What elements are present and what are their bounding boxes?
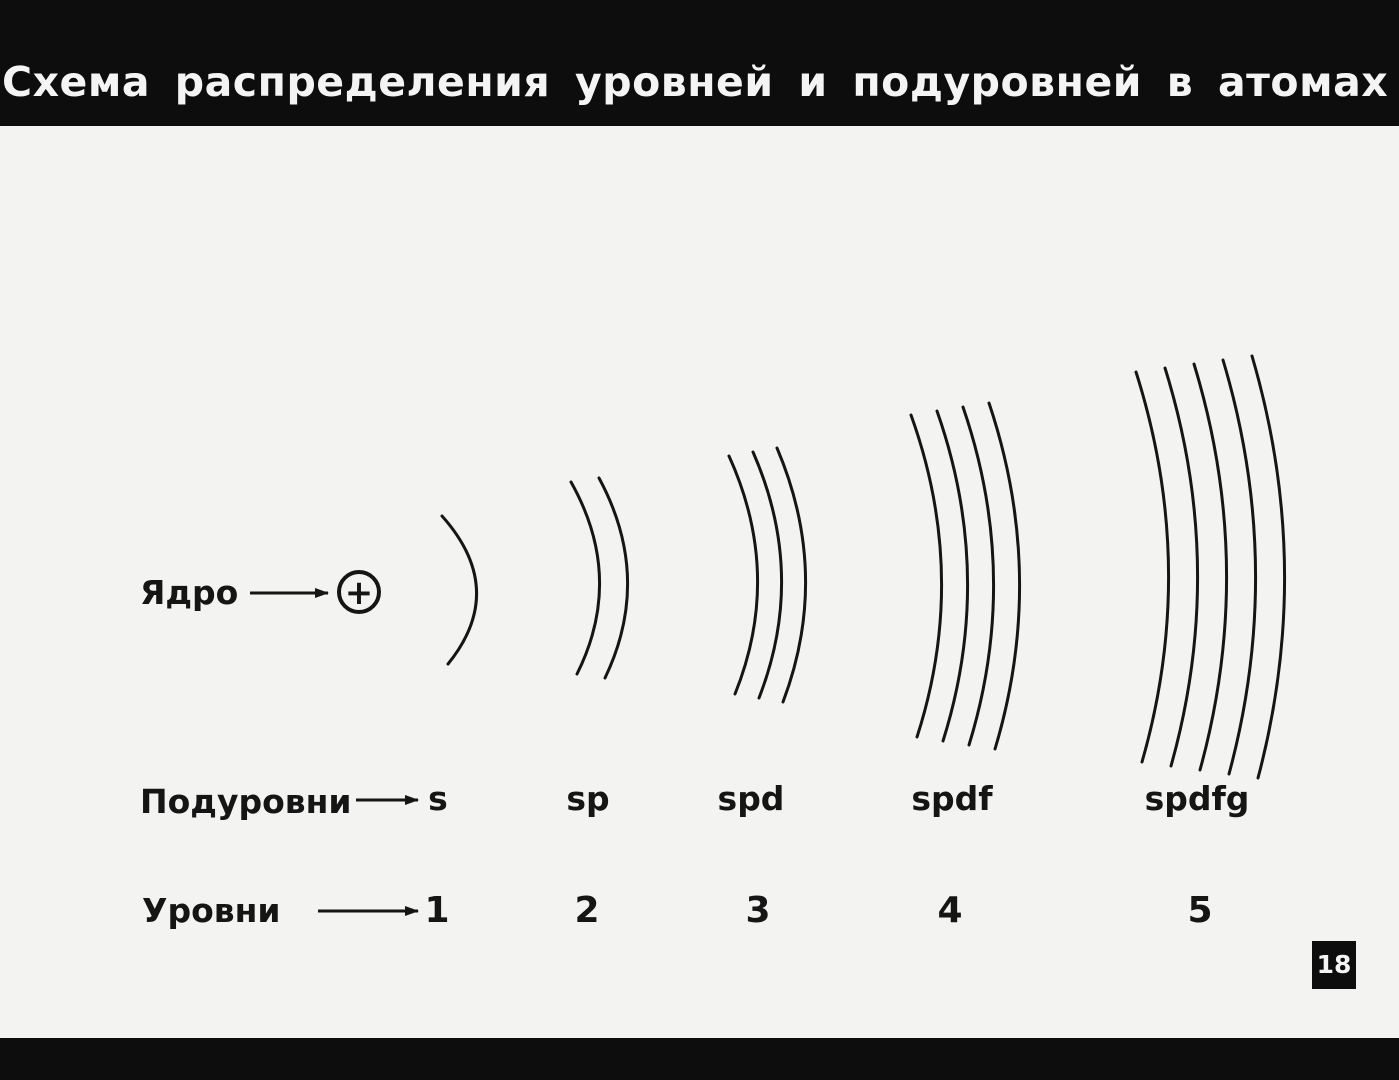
level-number-5: 5 <box>1187 890 1213 931</box>
page-number-badge: 18 <box>1312 941 1356 989</box>
level-labels <box>424 890 1212 931</box>
sublevel-label-3: spd <box>717 779 785 818</box>
level-number-2: 2 <box>574 890 600 931</box>
sublevel-labels <box>428 779 1249 818</box>
sublevel-label-5: spdfg <box>1144 779 1250 818</box>
shell-4-arc-1 <box>911 415 942 737</box>
levels-label: Уровни <box>142 891 281 930</box>
shell-2-arc-1 <box>571 482 600 674</box>
sublevel-label-1: s <box>428 779 448 818</box>
level-number-4: 4 <box>937 890 963 931</box>
shell-arcs <box>442 356 1285 778</box>
sublevel-label-4: spdf <box>911 779 993 818</box>
nucleus <box>339 572 379 613</box>
level-number-1: 1 <box>424 890 450 931</box>
sublevels-label: Подуровни <box>140 782 352 821</box>
shell-2-arc-2 <box>599 478 628 678</box>
shell-3-arc-1 <box>729 456 758 694</box>
slide-title: Схема распределения уровней и подуровней в атомах <box>2 58 1389 106</box>
nucleus-label: Ядро <box>140 573 239 612</box>
nucleus-plus-sign: + <box>344 573 374 613</box>
level-number-3: 3 <box>745 890 771 931</box>
shell-5-arc-1 <box>1136 372 1169 762</box>
shell-1-arc-1 <box>442 516 477 664</box>
sublevel-label-2: sp <box>566 779 610 818</box>
